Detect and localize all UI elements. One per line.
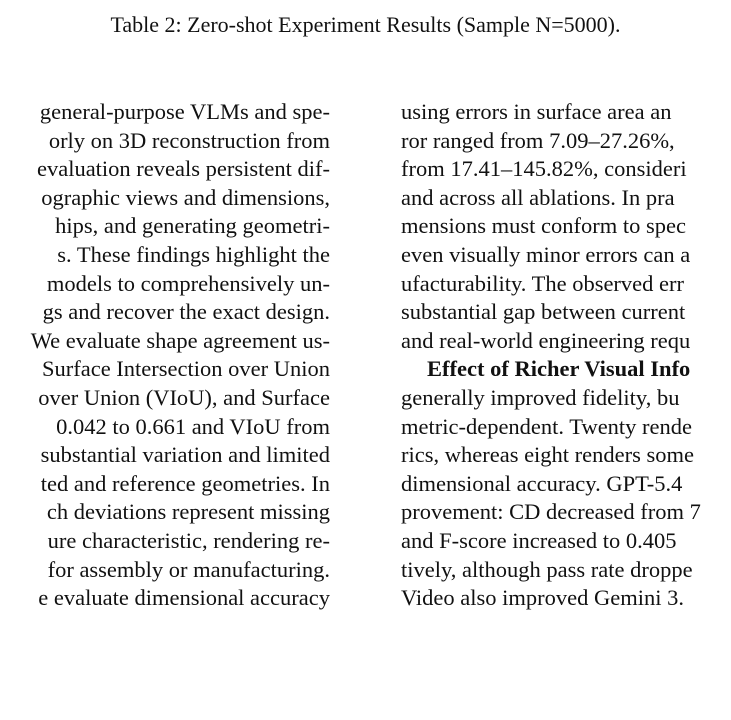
text-line: tively, although pass rate droppe [401, 556, 693, 582]
text-line: even visually minor errors can a [401, 241, 691, 267]
text-line: and real-world engineering requ [401, 327, 691, 353]
text-line: provement: CD decreased from 7 [401, 499, 701, 525]
text-line: substantial gap between current [401, 299, 686, 325]
text-line: and across all ablations. In pra [401, 184, 675, 210]
text-line: We evaluate shape agreement us- [30, 327, 330, 353]
text-line: using errors in surface area an [401, 99, 672, 124]
text-line: e evaluate dimensional accuracy [38, 585, 330, 611]
text-line: orly on 3D reconstruction from [48, 127, 330, 153]
left-text-column [0, 98, 330, 613]
text-line: mensions must conform to spec [401, 213, 686, 239]
text-line: models to comprehensively un- [46, 270, 330, 296]
text-line: dimensional accuracy. GPT-5.4 [401, 470, 683, 496]
section-heading: Effect of Richer Visual Info [427, 356, 691, 382]
text-line: Surface Intersection over Union [41, 356, 330, 382]
text-line: ufacturability. The observed err [401, 270, 685, 296]
text-line: Video also improved Gemini 3. [401, 585, 684, 611]
text-line: from 17.41–145.82%, consideri [401, 156, 687, 182]
text-line: hips, and generating geometri- [55, 213, 330, 239]
text-line: ted and reference geometries. In [40, 470, 330, 496]
text-line: gs and recover the exact design. [42, 299, 330, 325]
text-line: ch deviations represent missing [46, 499, 330, 525]
text-line: ographic views and dimensions, [41, 184, 330, 210]
text-line: evaluation reveals persistent dif- [36, 156, 330, 182]
text-line: 0.042 to 0.661 and VIoU from [56, 413, 330, 439]
text-line: general-purpose VLMs and spe- [39, 99, 330, 124]
text-line: for assembly or manufacturing. [47, 556, 330, 582]
text-line: s. These findings highlight the [57, 241, 330, 267]
text-line: generally improved fidelity, bu [401, 384, 680, 410]
text-line: ror ranged from 7.09–27.26%, [401, 127, 675, 153]
right-text-column [401, 98, 731, 613]
text-line: and F-score increased to 0.405 [401, 527, 677, 553]
table-caption: Table 2: Zero-shot Experiment Results (Sample N=5000). [110, 12, 621, 37]
text-line: rics, whereas eight renders some [401, 442, 695, 468]
text-line: over Union (VIoU), and Surface [38, 384, 330, 410]
text-line: metric-dependent. Twenty rende [401, 413, 693, 439]
text-line: substantial variation and limited [40, 442, 330, 468]
text-line: ure characteristic, rendering re- [47, 527, 330, 553]
